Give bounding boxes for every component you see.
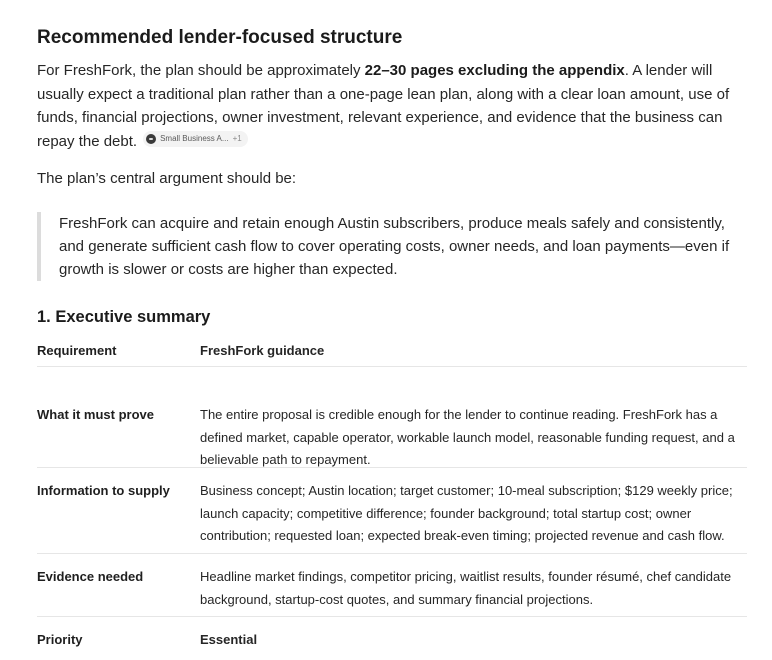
central-argument-quote: FreshFork can acquire and retain enough Austin subscribers, produce meals safely and consistently, and generate sufficient cash flow to cover operating costs, owner needs, and loan payments—even if growth is slower or costs are higher than expected. [37,212,742,281]
citation-count: +1 [232,133,242,143]
table-row [37,554,747,617]
table-header-requirement: Requirement [37,343,117,358]
executive-summary-heading: 1. Executive summary [37,308,211,326]
row-key: Information to supply [37,483,170,498]
intro-text-start: For FreshFork, the plan should be approximately [37,62,365,79]
source-icon [146,134,156,144]
lead-in-text: The plan’s central argument should be: [37,170,297,187]
table-header-guidance: FreshFork guidance [200,343,325,358]
row-value: Business concept; Austin location; target customer; 10-meal subscription; $129 weekly price; launch capacity; competitive difference; founder background; total startup cost; owner contribution; requested loan; expected break-even timing; projected revenue and cash flow. [200,483,733,543]
citation-label: Small Business A... [160,133,229,143]
table-row [37,617,747,657]
intro-paragraph [37,59,742,153]
row-value: Essential [200,632,258,647]
table-row [37,468,747,554]
table-row [37,367,747,468]
table-header-row [37,338,747,367]
guidance-table [37,338,747,657]
citation-chip[interactable] [143,131,248,147]
row-value: The entire proposal is credible enough for the lender to continue reading. FreshFork has a defined market, capable operator, workable launch model, reasonable funding request, and a believable path to repayment. [200,407,735,467]
intro-page-range: 22–30 pages excluding the appendix [364,62,625,79]
section-heading: Recommended lender-focused structure [37,27,403,48]
row-key: Priority [37,632,83,647]
row-key: What it must prove [37,407,155,422]
row-key: Evidence needed [37,569,144,584]
row-value: Headline market findings, competitor pricing, waitlist results, founder résumé, chef candidate background, startup-cost quotes, and summary financial projections. [200,569,732,607]
intro-text-end: . A lender will usually expect a traditional plan rather than a one-page lean plan, along with a clear loan amount, use of funds, financial projections, owner investment, relevant experience, and evidence that the business can repay the debt. [37,62,730,150]
